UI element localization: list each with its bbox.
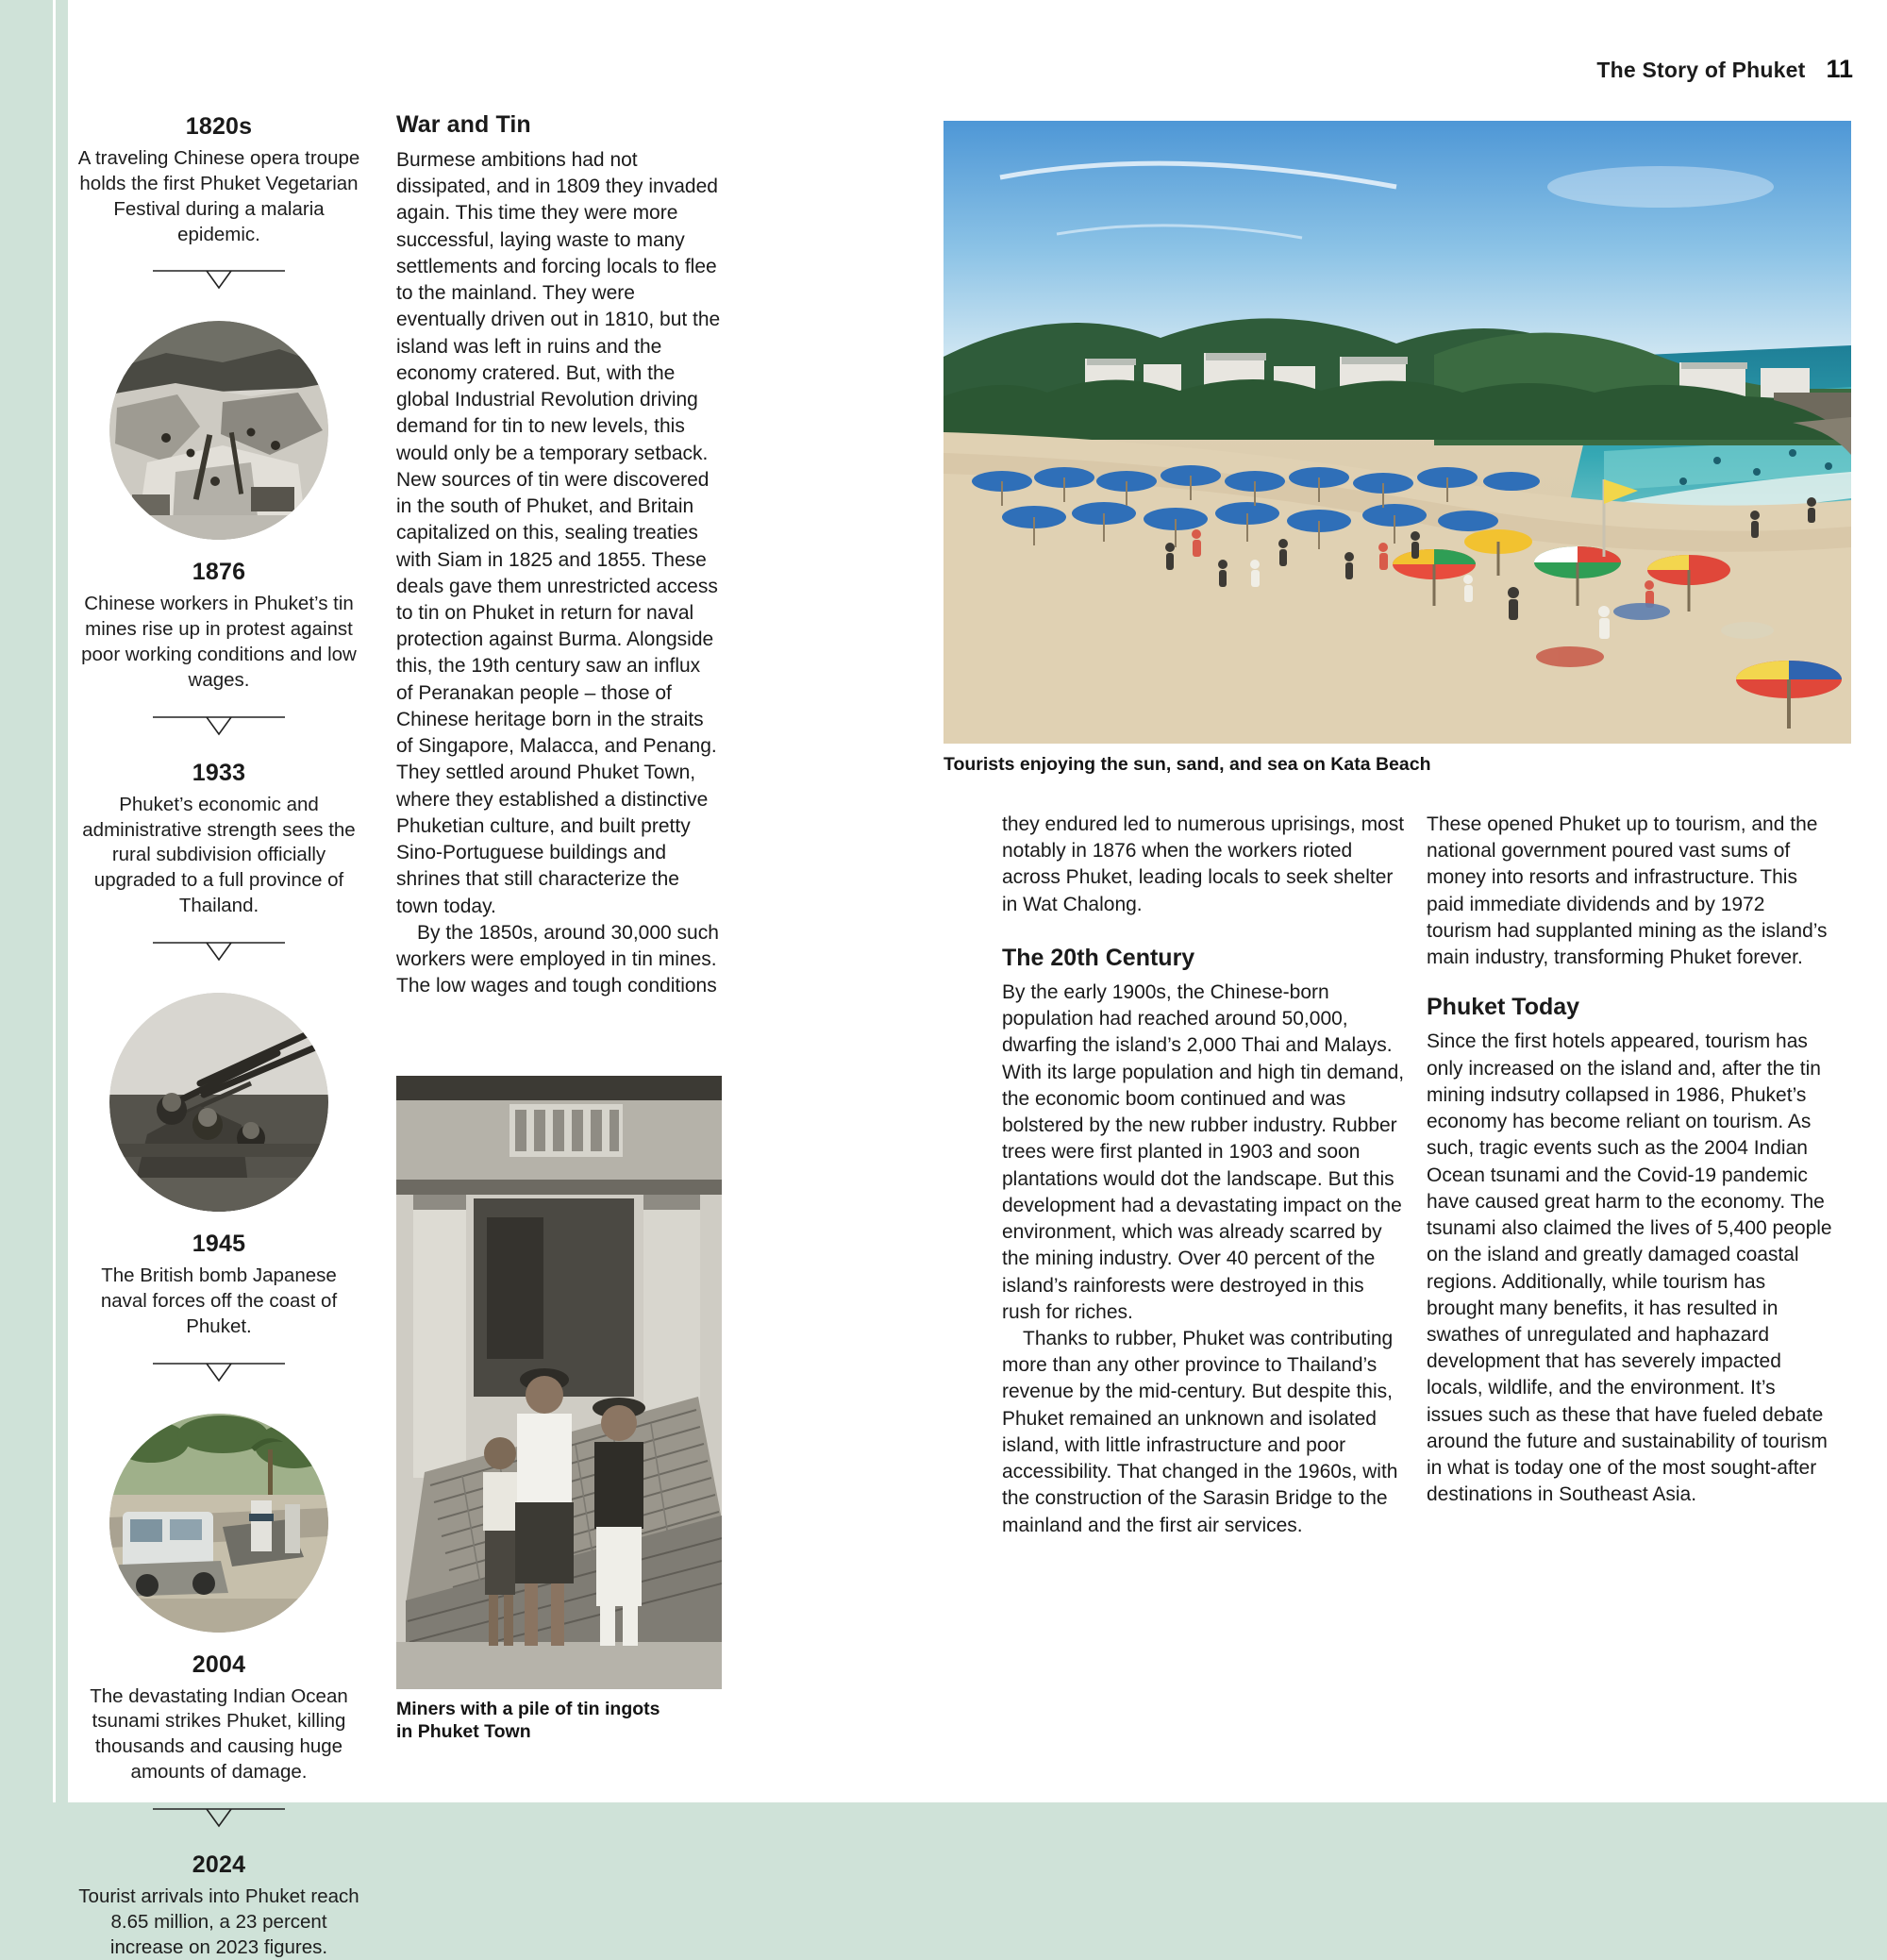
figure-caption: [396, 1699, 722, 1744]
timeline-arrow-icon: [77, 260, 360, 304]
running-head-title: The Story of Phuket: [1596, 58, 1806, 82]
section-heading-20th-century: The 20th Century: [1002, 944, 1195, 971]
timeline-arrow-icon: [77, 932, 360, 976]
paragraph: By the 1850s, around 30,000 such workers were employed in tin mines. The low wages and tough conditions: [396, 921, 719, 997]
timeline-year: 1945: [192, 1230, 246, 1257]
paragraph: they endured led to numerous uprisings, most notably in 1876 when the workers rioted across Phuket, leading locals to seek shelter in Wat Chalong.: [1002, 813, 1405, 915]
page-edge-band: [0, 0, 68, 1802]
tin-ingots-photo: [396, 1076, 722, 1689]
running-head: [1596, 55, 1853, 84]
kata-beach-photo: [944, 121, 1851, 744]
figure-kata-beach: [944, 121, 1851, 776]
page-edge-rule: [53, 0, 56, 1802]
timeline-year: 2004: [192, 1650, 246, 1678]
timeline-text: Tourist arrivals into Phuket reach 8.65 million, a 23 percent increase on 2023 figures.: [78, 1885, 359, 1958]
figure-caption: Tourists enjoying the sun, sand, and sea on Kata Beach: [944, 754, 1431, 775]
figure-caption-line-1: Miners with a pile of tin ingots: [396, 1699, 660, 1719]
timeline-entry: [77, 113, 360, 247]
timeline-entry: [77, 1851, 360, 1960]
tin-mine-historic-photo: [109, 321, 328, 540]
timeline-text: The British bomb Japanese naval forces off the coast of Phuket.: [100, 1264, 338, 1337]
paragraph: Thanks to rubber, Phuket was contributing more than any other province to Thailand’s revenue by the mid-century. But despite this, Phuket remained an unknown and isolated island, with little infrastructure and poor accessibility. That changed in the 1960s, with the construction of the Sarasin Bridge to the mainland and the first air services.: [1002, 1327, 1398, 1536]
article-column-middle: [1002, 812, 1408, 1539]
paragraph: Burmese ambitions had not dissipated, and in 1809 they invaded again. This time they were more successful, laying waste to many settlements and forcing locals to flee to the mainland. They were eventually driven out in 1810, but the island was left in ruins and the economy cratered. But, with the global Industrial Revolution driving demand for tin to new levels, this would only be a temporary setback. New sources of tin were discovered in the south of Phuket, and Britain capitalized on this, sealing treaties with Siam in 1825 and 1855. These deals gave them unrestricted access to tin on Phuket in return for naval protection against Burma. Alongside this, the 19th century saw an influx of Peranakan people – those of Chinese heritage born in the straits of Singapore, Malacca, and Penang. They settled around Phuket Town, where they established a distinctive Phuketian culture, and built pretty Sino-Portuguese buildings and shrines that still characterize the town today.: [396, 149, 721, 917]
timeline-text: A traveling Chinese opera troupe holds the first Phuket Vegetarian Festival during a malaria epidemic.: [77, 147, 360, 245]
timeline-text: The devastating Indian Ocean tsunami strikes Phuket, killing thousands and causing huge amounts of damage.: [90, 1684, 348, 1784]
timeline-year: 1933: [192, 759, 246, 786]
paragraph: By the early 1900s, the Chinese-born population had reached around 50,000, dwarfing the island’s 2,000 Thai and Malays. With its large population and high tin demand, the economic boom continued and was bolstered by the new rubber industry. Rubber trees were first planted in 1903 and soon plantations would dot the landscape. But this development had a devastating impact on the environment, which was already scarred by the mining industry. Over 40 percent of the island’s rainforests were destroyed in this rush for riches.: [1002, 980, 1405, 1323]
timeline-column: [77, 113, 360, 1960]
paragraph: These opened Phuket up to tourism, and the national government poured vast sums of money into resorts and infrastructure. This paid immediate dividends and by 1972 tourism had supplanted mining as the island’s main industry, transforming Phuket forever.: [1427, 813, 1828, 969]
article-column-war-and-tin: [396, 111, 722, 1000]
timeline-year: 1876: [192, 559, 246, 586]
timeline-text: Phuket’s economic and administrative strength sees the rural subdivision officially upgraded to a full province of Thailand.: [82, 793, 356, 917]
section-heading-phuket-today: Phuket Today: [1427, 994, 1580, 1021]
paragraph: Since the first hotels appeared, tourism has only increased on the island and, after the tin mining indsutry collapsed in 1986, Phuket’s economy has become reliant on tourism. As such, tragic events such as the 2004 Indian Ocean tsunami and the Covid-19 pandemic have caused great harm to the economy. The tsunami also claimed the lives of 5,400 people on the island and greatly damaged coastal regions. Additionally, while tourism has brought many benefits, it has resulted in swathes of unregulated and haphazard development that has severely impacted locals, wildlife, and the environment. It’s issues such as these that have fueled debate around the future and sustainability of tourism in what is today one of the most sought-after destinations in Southeast Asia.: [1427, 1030, 1832, 1506]
timeline-arrow-icon: [77, 707, 360, 750]
figure-caption-line-2: in Phuket Town: [396, 1720, 531, 1742]
timeline-entry: [77, 559, 360, 693]
page-number: 11: [1826, 55, 1853, 83]
timeline-arrow-icon: [77, 1353, 360, 1397]
timeline-arrow-icon: [77, 1799, 360, 1842]
tsunami-damage-photo: [109, 1414, 328, 1633]
article-column-right: [1427, 812, 1832, 1509]
timeline-entry: [77, 1231, 360, 1340]
timeline-entry: [77, 760, 360, 919]
timeline-entry: [77, 1651, 360, 1785]
figure-tin-ingots: [396, 1076, 722, 1744]
timeline-year: 1820s: [185, 113, 253, 140]
timeline-year: 2024: [192, 1851, 246, 1878]
anti-aircraft-gun-photo: [109, 993, 328, 1212]
section-heading-war-and-tin: War and Tin: [396, 111, 531, 138]
timeline-text: Chinese workers in Phuket’s tin mines rise up in protest against poor working conditions and low wages.: [81, 593, 357, 691]
